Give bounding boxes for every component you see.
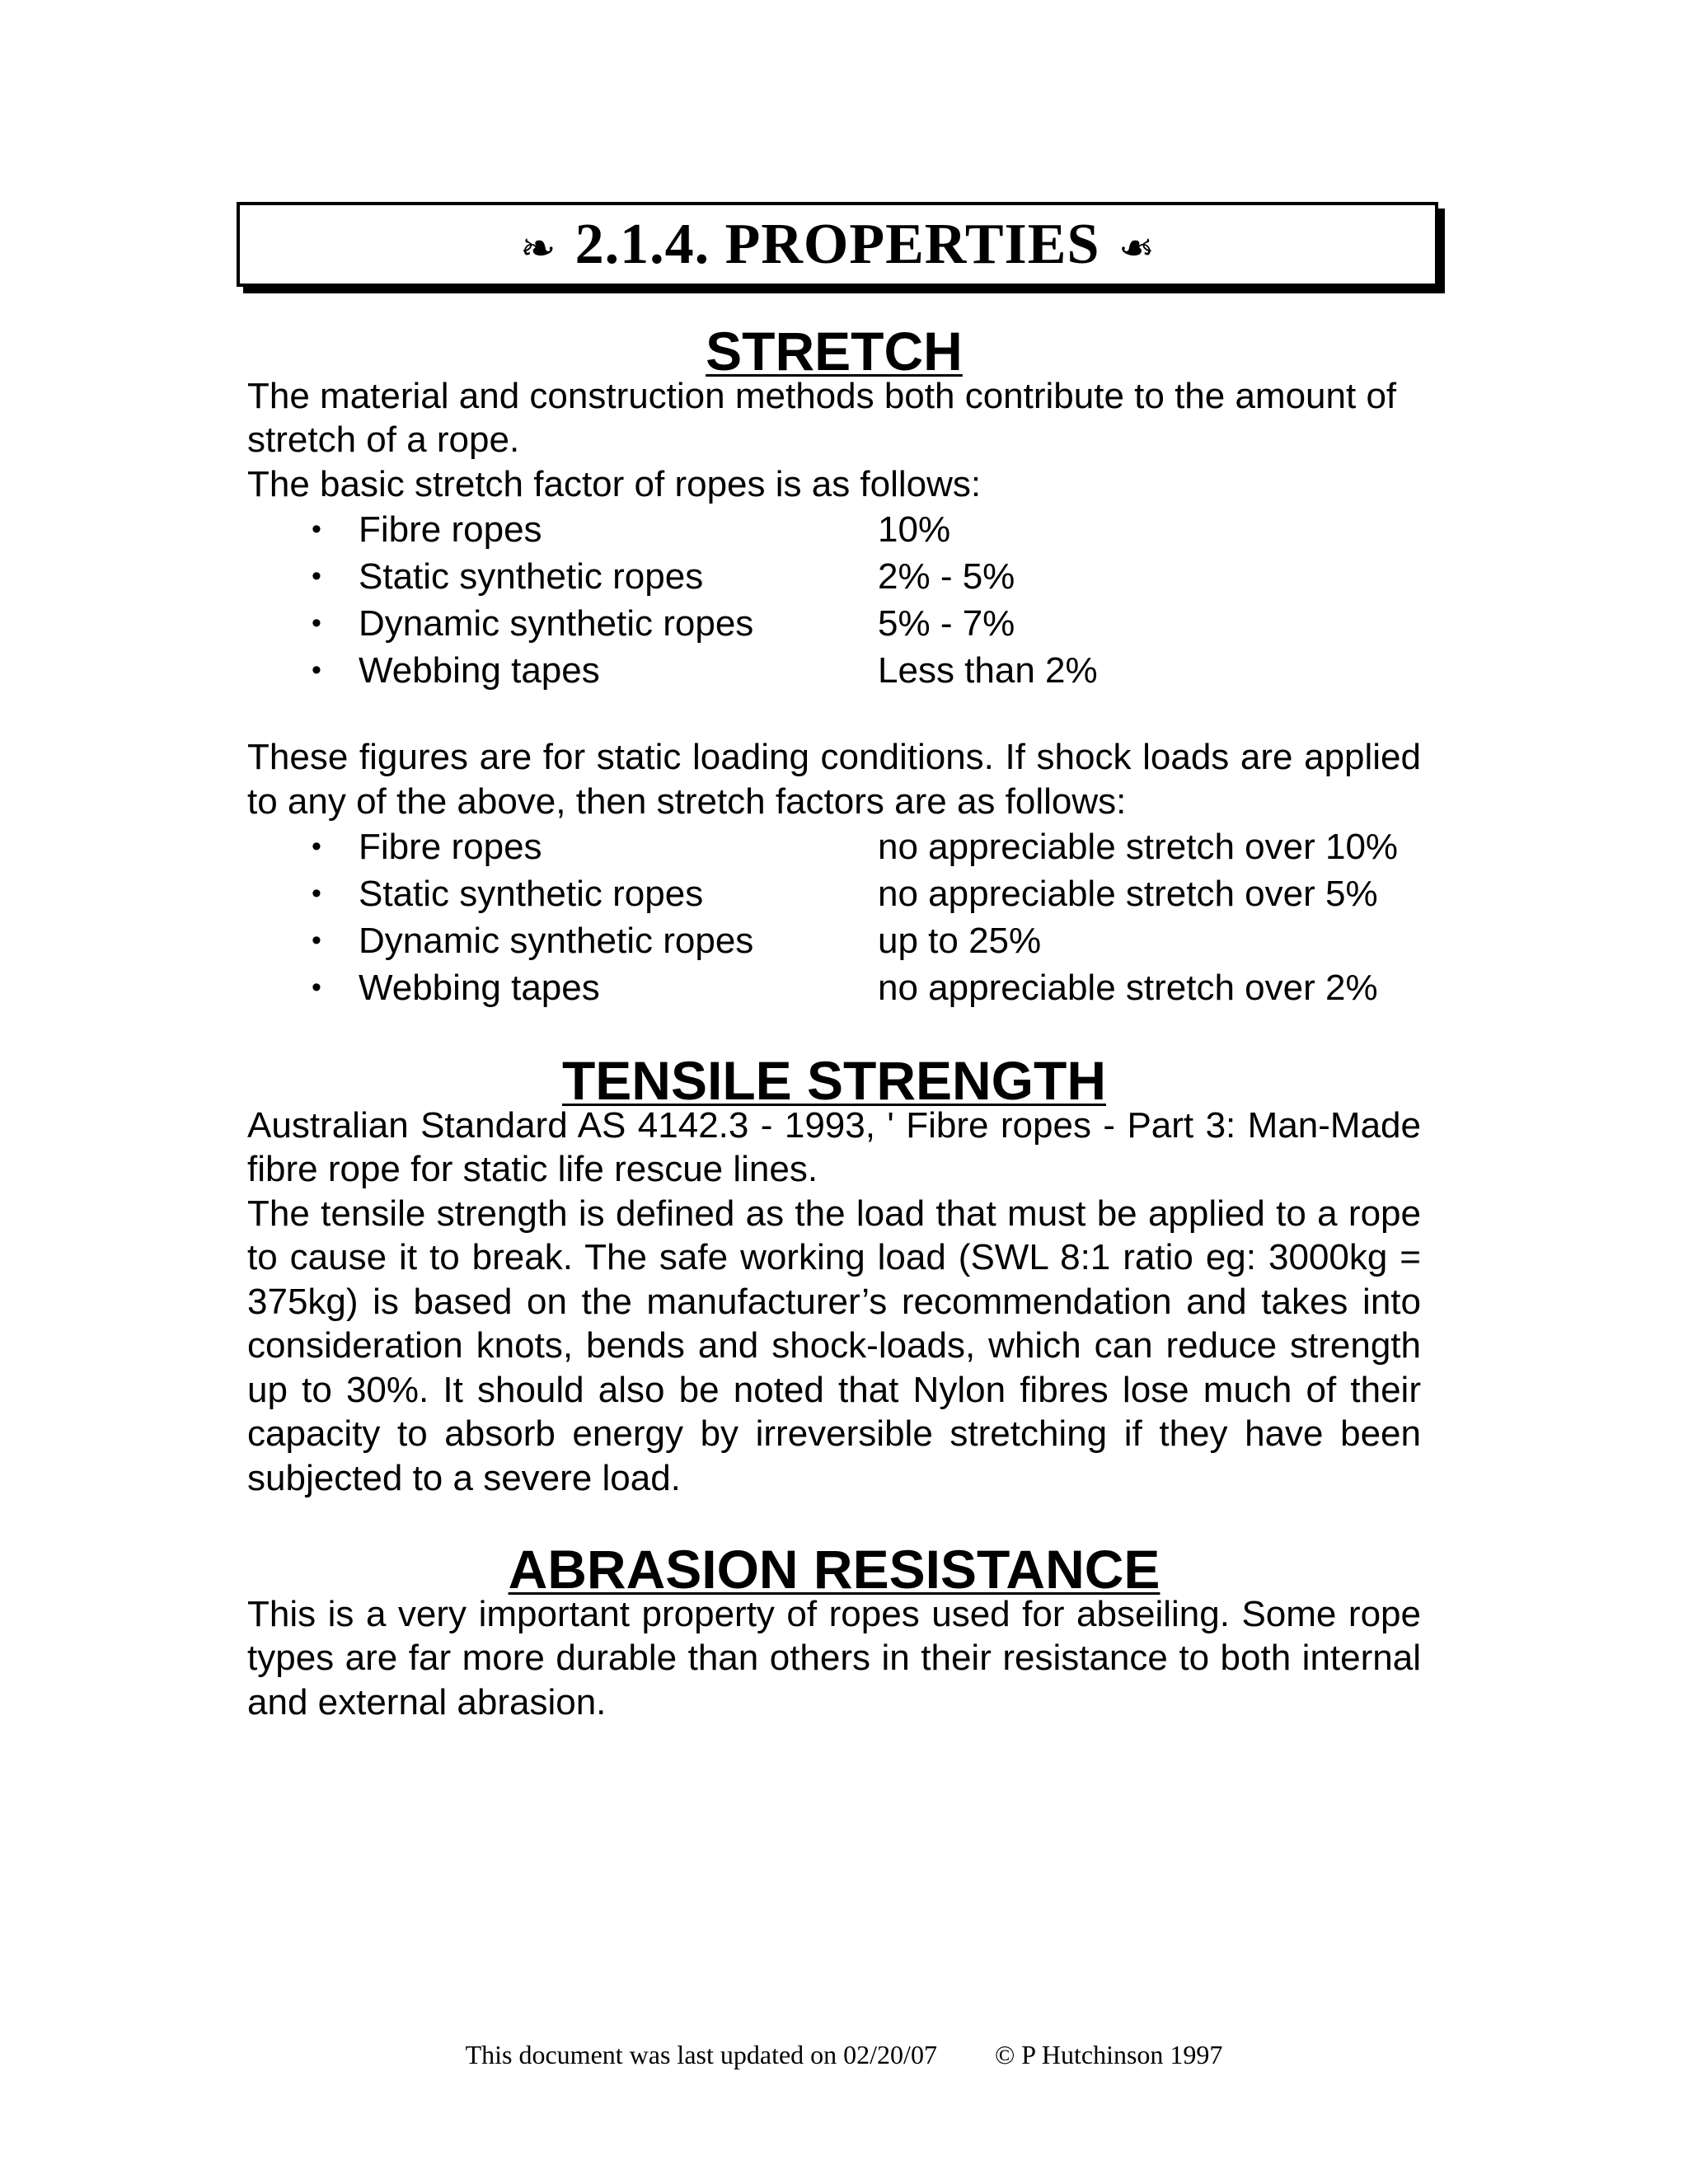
title-box bbox=[237, 202, 1438, 287]
stretch-section bbox=[247, 321, 1421, 1011]
stretch-value: no appreciable stretch over 5% bbox=[878, 874, 1378, 914]
copyright-text: © P Hutchinson 1997 bbox=[994, 2040, 1223, 2069]
list-item bbox=[247, 506, 1421, 553]
tensile-section bbox=[247, 1050, 1421, 1500]
stretch-heading: STRETCH bbox=[706, 321, 963, 382]
bullet-icon: • bbox=[312, 831, 321, 862]
bullet-icon: • bbox=[312, 607, 321, 639]
list-item bbox=[247, 553, 1421, 600]
abrasion-heading: ABRASION RESISTANCE bbox=[508, 1539, 1160, 1600]
list-item bbox=[247, 917, 1421, 964]
document-body bbox=[247, 321, 1421, 1724]
stretch-value: 5% - 7% bbox=[878, 603, 1015, 644]
rope-type: Webbing tapes bbox=[359, 650, 600, 691]
stretch-value: no appreciable stretch over 10% bbox=[878, 827, 1399, 867]
last-updated-text: This document was last updated on 02/20/07 bbox=[465, 2040, 937, 2069]
stretch-paragraph-2: The basic stretch factor of ropes is as follows: bbox=[247, 463, 982, 504]
tensile-paragraph-2: The tensile strength is defined as the load that must be applied to a rope to cause it to break. The safe working load (SWL 8:1 ratio eg: 3000kg = 375kg) is based on the manufacturer’s recommendation and takes into consideration knots, bends and shock-loads, which can reduce strength up to 30%. It should also be noted that Nylon fibres lose much of their capacity to absorb energy by irreversible stretching if they have been subjected to a severe load. bbox=[247, 1193, 1421, 1498]
rope-type: Webbing tapes bbox=[359, 968, 600, 1008]
bullet-icon: • bbox=[312, 560, 321, 592]
stretch-value: no appreciable stretch over 2% bbox=[878, 968, 1378, 1008]
rope-type: Dynamic synthetic ropes bbox=[359, 603, 754, 644]
shock-stretch-list bbox=[247, 823, 1421, 1011]
rope-type: Static synthetic ropes bbox=[359, 874, 704, 914]
rope-type: Fibre ropes bbox=[359, 827, 542, 867]
stretch-paragraph-1: The material and construction methods both contribute to the amount of stretch of a rope. bbox=[247, 375, 1397, 460]
list-item bbox=[247, 964, 1421, 1011]
bullet-icon: • bbox=[312, 925, 321, 956]
bullet-icon: • bbox=[312, 654, 321, 686]
rope-type: Fibre ropes bbox=[359, 509, 542, 550]
abrasion-section bbox=[247, 1539, 1421, 1724]
page-title bbox=[502, 212, 1173, 278]
fleuron-right-icon: ❧ bbox=[1118, 224, 1155, 274]
rope-type: Static synthetic ropes bbox=[359, 556, 704, 597]
page-footer bbox=[0, 2040, 1688, 2070]
bullet-icon: • bbox=[312, 878, 321, 909]
stretch-paragraph-3: These figures are for static loading conditions. If shock loads are applied to any of the above, then stretch factors are as follows: bbox=[247, 737, 1421, 822]
tensile-paragraph-1: Australian Standard AS 4142.3 - 1993, ' Fibre ropes - Part 3: Man-Made fibre rope for static life rescue lines. bbox=[247, 1104, 1421, 1189]
static-stretch-list bbox=[247, 506, 1421, 694]
bullet-icon: • bbox=[312, 972, 321, 1003]
abrasion-paragraph-1: This is a very important property of ropes used for abseiling. Some rope types are far more durable than others in their resistance to both internal and external abrasion. bbox=[247, 1593, 1421, 1722]
tensile-heading: TENSILE STRENGTH bbox=[561, 1050, 1107, 1111]
rope-type: Dynamic synthetic ropes bbox=[359, 921, 754, 961]
list-item bbox=[247, 870, 1421, 917]
page-title-text: 2.1.4. PROPERTIES bbox=[574, 212, 1100, 276]
list-item bbox=[247, 823, 1421, 870]
fleuron-left-icon: ❧ bbox=[519, 224, 557, 274]
bullet-icon: • bbox=[312, 513, 321, 545]
list-item bbox=[247, 600, 1421, 647]
list-item bbox=[247, 647, 1421, 694]
stretch-value: up to 25% bbox=[878, 921, 1042, 961]
stretch-value: 10% bbox=[878, 509, 951, 550]
stretch-value: 2% - 5% bbox=[878, 556, 1015, 597]
stretch-value: Less than 2% bbox=[878, 650, 1098, 691]
